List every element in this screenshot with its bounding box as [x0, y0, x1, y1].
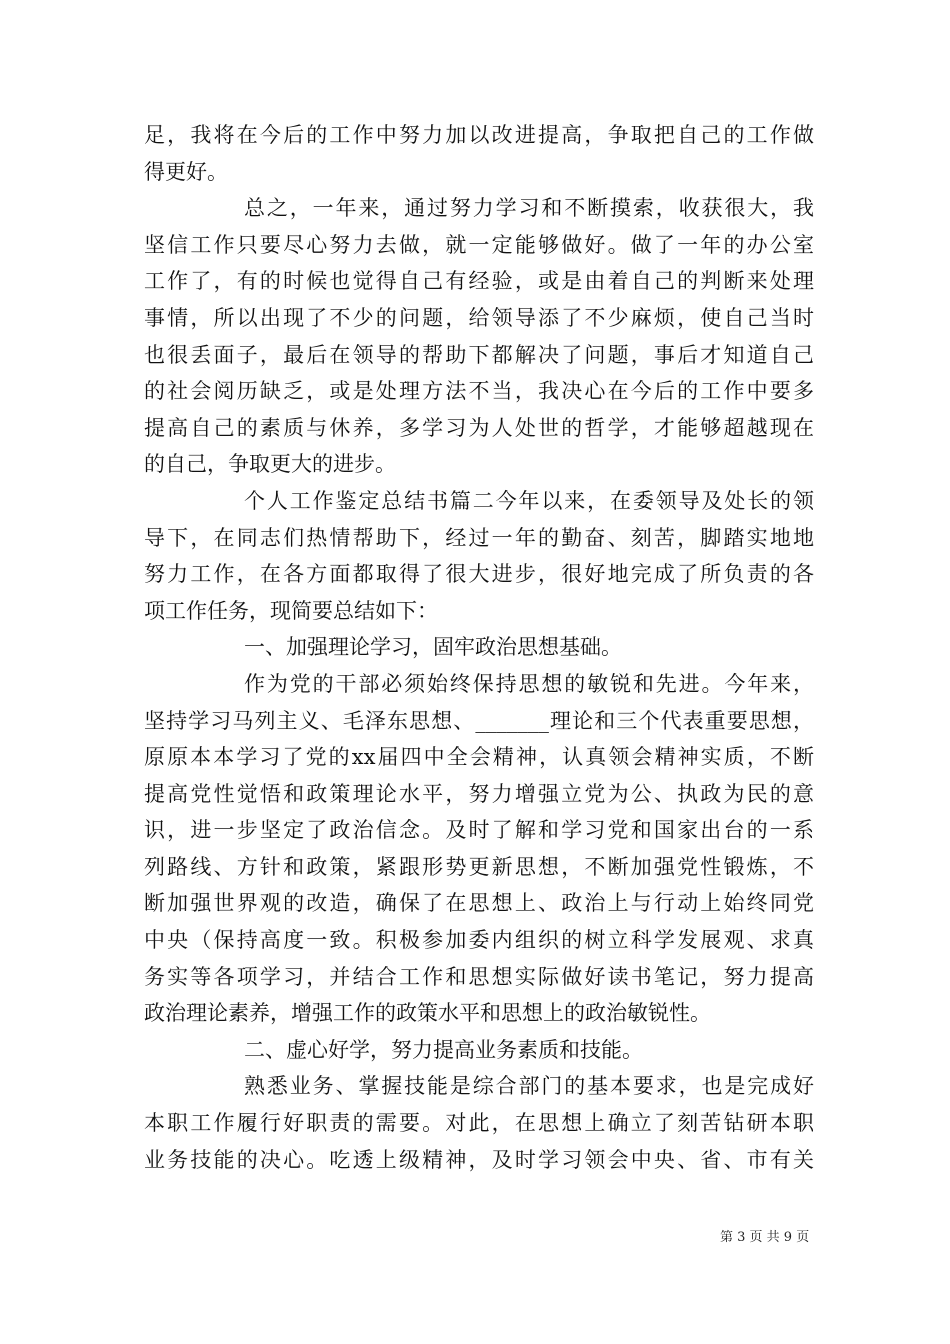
- text-line: 本职工作履行好职责的需要。对此，在思想上确立了刻苦钻研本职: [144, 1111, 814, 1136]
- text-line: 政治理论素养，增强工作的政策水平和思想上的政治敏锐性。: [144, 1001, 711, 1026]
- text-line: 原原本本学习了党的xx届四中全会精神，认真领会精神实质，不断: [144, 745, 814, 770]
- body-text: [144, 117, 814, 1178]
- text-line: 的自己，争取更大的进步。: [144, 452, 396, 477]
- paragraph-start-line: 个人工作鉴定总结书篇二今年以来，在委领导及处长的领: [244, 488, 814, 513]
- text-line: 列路线、方针和政策，紧跟形势更新思想，不断加强党性锻炼，不: [144, 854, 814, 879]
- text-line: 业务技能的决心。吃透上级精神，及时学习领会中央、省、市有关: [144, 1147, 814, 1172]
- text-line: 足，我将在今后的工作中努力加以改进提高，争取把自己的工作做: [144, 123, 814, 147]
- paragraph-start-line: 熟悉业务、掌握技能是综合部门的基本要求，也是完成好: [244, 1074, 814, 1099]
- text-line: 得更好。: [144, 159, 228, 184]
- text-line: 事情，所以出现了不少的问题，给领导添了不少麻烦，使自己当时: [144, 305, 814, 330]
- page-number: 第 3 页 共 9 页: [720, 1230, 810, 1245]
- text-line: 提高自己的素质与休养，多学习为人处世的哲学，才能够超越现在: [144, 415, 814, 440]
- text-line: 导下，在同志们热情帮助下，经过一年的勤奋、刻苦，脚踏实地地: [144, 525, 814, 550]
- text-line: 也很丢面子，最后在领导的帮助下都解决了问题，事后才知道自己: [144, 342, 814, 367]
- text-line: 项工作任务，现简要总结如下：: [144, 598, 438, 623]
- text-line: 努力工作，在各方面都取得了很大进步，很好地完成了所负责的各: [144, 562, 814, 587]
- text-line: 中央（保持高度一致。积极参加委内组织的树立科学发展观、求真: [144, 928, 814, 953]
- paragraph-start-line: 作为党的干部必须始终保持思想的敏锐和先进。今年来，: [244, 671, 814, 696]
- text-line: 务实等各项学习，并结合工作和思想实际做好读书笔记，努力提高: [144, 964, 814, 989]
- text-line: 坚信工作只要尽心努力去做，就一定能够做好。做了一年的办公室: [144, 232, 814, 257]
- text-line: 提高党性觉悟和政策理论水平，努力增强立党为公、执政为民的意: [144, 781, 814, 806]
- text-line: 工作了，有的时候也觉得自己有经验，或是由着自己的判断来处理: [144, 269, 814, 294]
- section-heading: 二、虚心好学，努力提高业务素质和技能。: [244, 1037, 643, 1062]
- text-line: 识，进一步坚定了政治信念。及时了解和学习党和国家出台的一系: [144, 818, 814, 843]
- text-line: 的社会阅历缺乏，或是处理方法不当，我决心在今后的工作中要多: [144, 379, 814, 404]
- text-line: 断加强世界观的改造，确保了在思想上、政治上与行动上始终同党: [144, 891, 814, 916]
- section-heading: 一、加强理论学习，固牢政治思想基础。: [244, 635, 622, 660]
- text-line: 坚持学习马列主义、毛泽东思想、_______理论和三个代表重要思想，: [144, 708, 814, 733]
- paragraph-start-line: 总之，一年来，通过努力学习和不断摸索，收获很大，我: [244, 196, 814, 221]
